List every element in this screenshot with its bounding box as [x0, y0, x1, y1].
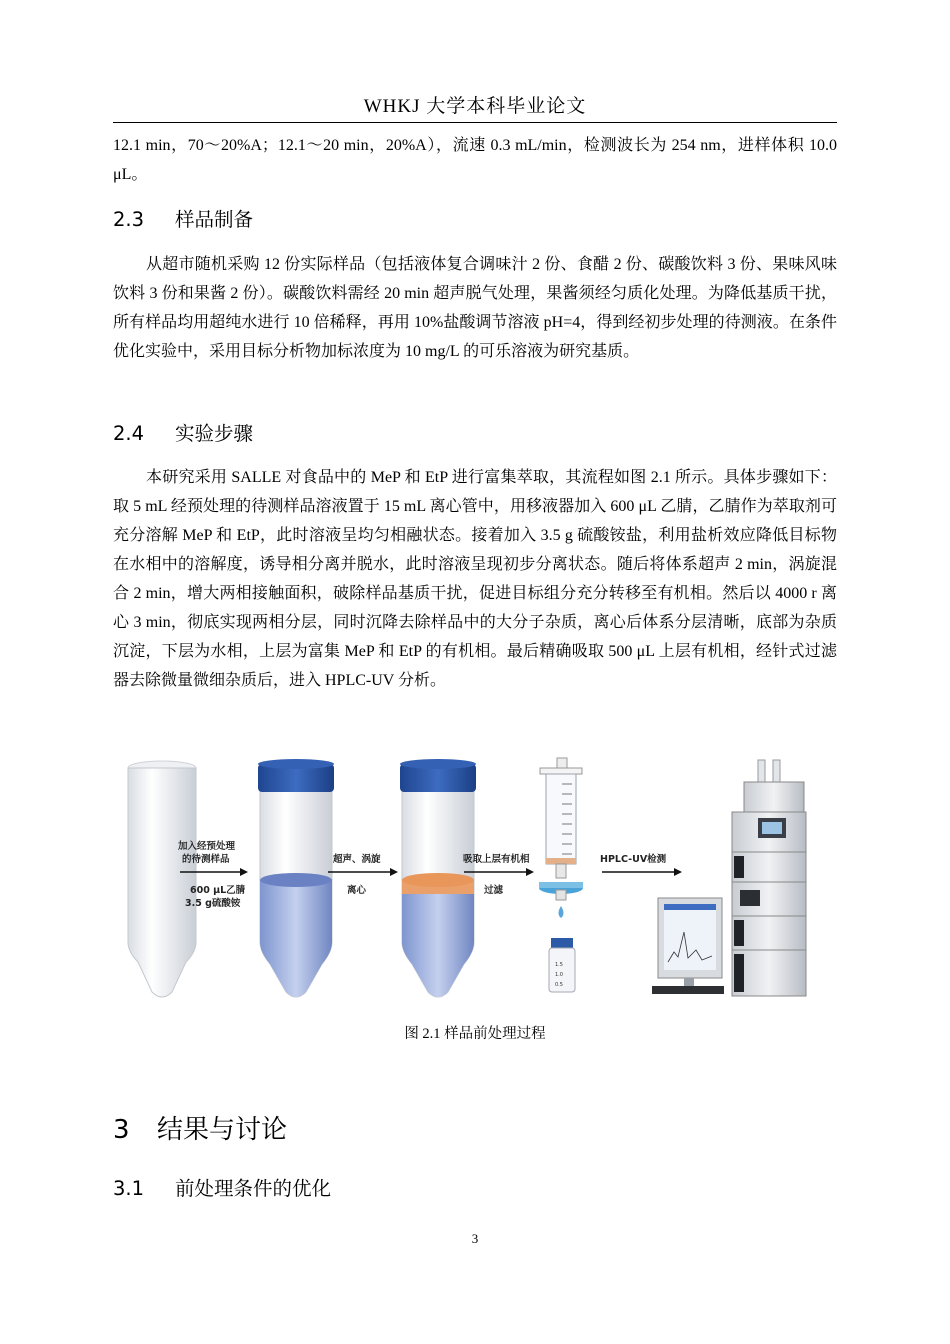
section-number: 2.3 — [113, 208, 145, 231]
syringe-filter-vial — [539, 758, 583, 992]
section-title: 样品制备 — [175, 208, 254, 231]
vial-mark-2: 1.0 — [555, 972, 563, 978]
figure-sample-pretreatment — [118, 752, 830, 1004]
empty-centrifuge-tube — [128, 761, 196, 997]
vial-mark-3: 0.5 — [555, 982, 563, 988]
page-number: 3 — [471, 1231, 479, 1246]
paragraph-hplc-conditions: 12.1 min，70～20%A；12.1～20 min，20%A），流速 0.3 mL/min，检测波长为 254 nm，进样体积 10.0 μL。 — [113, 137, 837, 183]
section-heading-3-1 — [113, 1175, 331, 1203]
arrow-step-2 — [328, 868, 398, 876]
step2-label-2: 离心 — [347, 885, 367, 896]
step1-label-4: 3.5 g硫酸铵 — [185, 898, 241, 909]
chapter-number: 3 — [113, 1115, 130, 1145]
section-heading-2-3 — [113, 206, 253, 234]
figure-caption: 图 2.1 样品前处理过程 — [404, 1026, 546, 1042]
arrow-step-4 — [602, 868, 682, 876]
chapter-heading-3 — [113, 1113, 287, 1147]
section-number: 2.4 — [113, 422, 145, 445]
step1-label-1: 加入经预处理 — [178, 841, 236, 852]
page-header — [113, 94, 837, 123]
header-title: WHKJ 大学本科毕业论文 — [363, 96, 587, 117]
step2-label-1: 超声、涡旋 — [333, 854, 381, 865]
centrifuge-tube-with-sample — [258, 759, 334, 997]
step1-label-2: 的待测样品 — [182, 854, 230, 865]
step1-label-3: 600 μL乙腈 — [190, 885, 246, 896]
vial-mark-1: 1.5 — [555, 962, 563, 968]
section-title: 前处理条件的优化 — [175, 1177, 332, 1200]
hplc-instrument — [732, 760, 806, 996]
step4-label: HPLC-UV检测 — [600, 854, 667, 865]
step3-label-1: 吸取上层有机相 — [463, 854, 530, 865]
paragraph-procedure: 本研究采用 SALLE 对食品中的 MeP 和 EtP 进行富集萃取，其流程如图 2.1 所示。具体步骤如下：取 5 mL 经预处理的待测样品溶液置于 15 mL 离心管中，用移液器加入 600 μL 乙腈，乙腈作为萃取剂可充分溶解 MeP 和 EtP，此时溶液呈均匀相融状态。接着加入 3.5 g 硫酸铵盐，利用盐析效应降低目标物在水相中的溶解度，诱导相分离并脱水，此时溶液呈现初步分离状态。随后将体系超声 2 min，涡旋混合 2 min，增大两相接触面积，破除样品基质干扰，促进目标组分充分转移至有机相。然后以 4000 r 离心 3 min，彻底实现两相分层，同时沉降去除样品中的大分子杂质，离心后体系分层清晰，底部为杂质沉淀，下层为水相，上层为富集 MeP 和 EtP 的有机相。最后精确吸取 500 μL 上层有机相，经针式过滤器去除微量微细杂质后，进入 HPLC-UV 分析。 — [113, 469, 837, 689]
section-number: 3.1 — [113, 1177, 145, 1200]
centrifuge-tube-two-phase — [400, 759, 476, 997]
computer-monitor — [652, 898, 724, 994]
section-heading-2-4 — [113, 420, 253, 448]
section-title: 实验步骤 — [175, 422, 254, 445]
step3-label-2: 过滤 — [484, 885, 504, 896]
chapter-title: 结果与讨论 — [157, 1115, 288, 1145]
paragraph-sample-prep: 从超市随机采购 12 份实际样品（包括液体复合调味汁 2 份、食醋 2 份、碳酸饮料 3 份、果味风味饮料 3 份和果酱 2 份）。碳酸饮料需经 20 min 超声脱气处理，果酱须经匀质化处理。为降低基质干扰，所有样品均用超纯水进行 10 倍稀释，再用 10%盐酸调节溶液 pH=4，得到经初步处理的待测液。在条件优化实验中，采用目标分析物加标浓度为 10 mg/L 的可乐溶液为研究基质。 — [113, 256, 837, 360]
